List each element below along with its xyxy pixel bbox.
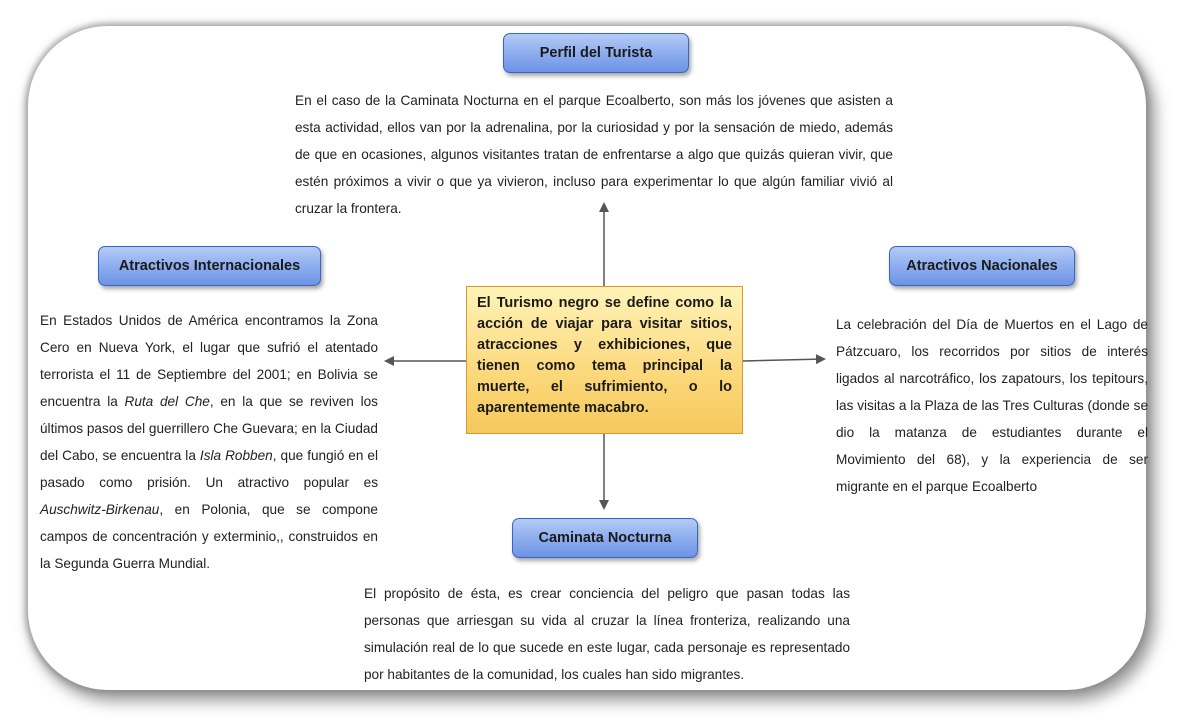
caminata-title-box — [512, 518, 698, 558]
caminata-text: El propósito de ésta, es crear conciencia del peligro que pasan todas las personas que arriesgan su vida al cruzar la línea fronteriza, realizando una simulación real de lo que sucede en este lugar, cada personaje es representado por habitantes de la comunidad, los cuales han sido migrantes. — [364, 586, 850, 682]
internacionales-title-box — [98, 246, 321, 286]
auschwitz-birkenau: Auschwitz-Birkenau — [40, 502, 160, 517]
isla-robben: Isla Robben — [199, 448, 273, 463]
perfil-text: En el caso de la Caminata Nocturna en el parque Ecoalberto, son más los jóvenes que asisten a esta actividad, ellos van por la adrenalina, por la curiosidad y por la sensación de miedo, además de que en ocasiones, algunos visitantes tratan de enfrentarse a algo que quizás quieran vivir, que estén próximos a vivir o que ya vivieron, incluso para experimentar lo que algún familiar vivió al cruzar la frontera. — [295, 93, 893, 216]
nacionales-title-box — [889, 246, 1075, 286]
center-definition-text: El Turismo negro se define como la acción de viajar para visitar sitios, atracciones y exhibiciones, que tienen como tema principal la muerte, el sufrimiento, o lo aparentemente macabro. — [477, 295, 732, 416]
center-definition-box — [466, 286, 743, 434]
internacionales-text-3: , que fungió en el pasado como prisión. Un atractivo popular es — [40, 448, 378, 490]
internacionales-text — [40, 307, 378, 577]
internacionales-text-4: , en Polonia, que se compone campos de concentración y exterminio,, construidos en la Segunda Guerra Mundial. — [40, 502, 378, 571]
perfil-title-box — [503, 33, 689, 73]
internacionales-text-2: , en la que se reviven los últimos pasos del guerrillero Che Guevara; en la Ciudad del Cabo, se encuentra la — [40, 394, 378, 463]
nacionales-text: La celebración del Día de Muertos en el Lago de Pátzcuaro, los recorridos por sitios de interés ligados al narcotráfico, los zapatours, los tepitours, las visitas a la Plaza de las Tres Culturas (donde se dio la matanza de estudiantes durante el Movimiento del 68), y la experiencia de ser migrante en el parque Ecoalberto — [836, 317, 1148, 494]
caminata-title: Caminata Nocturna — [538, 530, 672, 546]
nacionales-title: Atractivos Nacionales — [906, 258, 1058, 274]
internacionales-title: Atractivos Internacionales — [118, 258, 301, 274]
ruta-del-che: Ruta del Che — [124, 394, 210, 409]
perfil-title: Perfil del Turista — [539, 45, 653, 61]
internacionales-text-1: En Estados Unidos de América encontramos la Zona Cero en Nueva York, el lugar que sufrió el atentado terrorista el 11 de Septiembre del 2001; en Bolivia se encuentra la — [40, 313, 378, 409]
arrow-right — [743, 359, 824, 361]
